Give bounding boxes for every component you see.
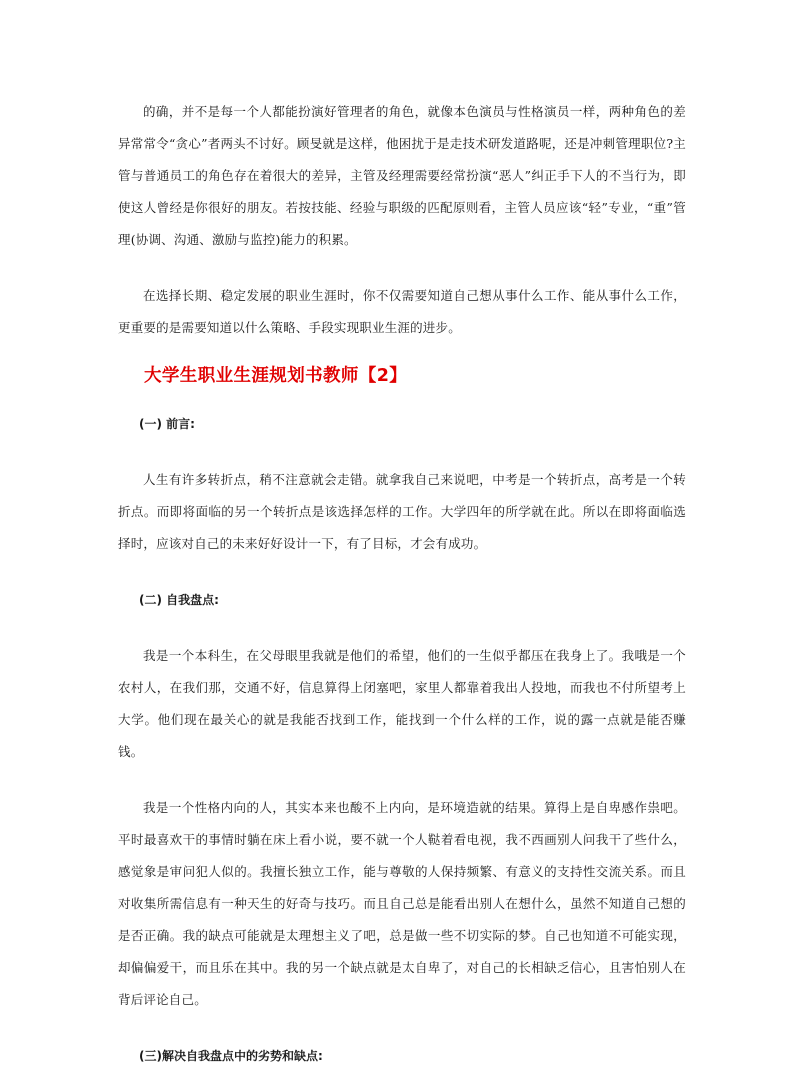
section-heading-self-review: (二) 自我盘点:	[139, 593, 219, 607]
document-title: 大学生职业生涯规划书教师【2】	[144, 366, 408, 386]
body-paragraph: 我是一个本科生，在父母眼里我就是他们的希望，他们的一生似乎都压在我身上了。我哦是一个农村人，在我们那，交通不好，信息算得上闭塞吧，家里人都靠着我出人投地，而我也不付所望考上大学。他们现在最关心的就是我能否找到工作，能找到一个什么样的工作，说的露一点就是能否赚钱。	[118, 648, 686, 759]
body-paragraph: 在选择长期、稳定发展的职业生涯时，你不仅需要知道自己想从事什么工作、能从事什么工作，更重要的是需要知道以什么策略、手段实现职业生涯的进步。	[118, 288, 686, 335]
body-paragraph: 我是一个性格内向的人，其实本来也酸不上内向，是环境造就的结果。算得上是自卑感作祟吧。平时最喜欢干的事情时躺在床上看小说，要不就一个人鞑着看电视，我不西画别人问我干了些什么，感觉象是审问犯人似的。我擅长独立工作，能与尊敬的人保持频繁、有意义的支持性交流关系。而且对收集所需信息有一种天生的好奇与技巧。而且自己总是能看出别人在想什么，虽然不知道自己想的是否正确。我的缺点可能就是太理想主义了吧，总是做一些不切实际的梦。自己也知道不可能实现，却偏偏爱干，而且乐在其中。我的另一个缺点就是太自卑了，对自己的长相缺乏信心，且害怕别人在背后评论自己。	[118, 800, 686, 1007]
section-heading-preface: (一) 前言:	[139, 417, 195, 431]
section-heading-solutions: (三)解决自我盘点中的劣势和缺点:	[139, 1049, 323, 1063]
body-paragraph: 的确，并不是每一个人都能扮演好管理者的角色，就像本色演员与性格演员一样，两种角色的差异常常令“贪心”者两头不讨好。顾旻就是这样，他困扰于是走技术研发道路呢，还是冲刺管理职位?主管与普通员工的角色存在着很大的差异，主管及经理需要经常扮演“恶人”纠正手下人的不当行为，即使这人曾经是你很好的朋友。若按技能、经验与职级的匹配原则看，主管人员应该“轻”专业，“重”管理(协调、沟通、激励与监控)能力的积累。	[118, 104, 686, 247]
document-page	[118, 96, 686, 1072]
body-paragraph: 人生有许多转折点，稍不注意就会走错。就拿我自己来说吧，中考是一个转折点，高考是一个转折点。而即将面临的另一个转折点是该选择怎样的工作。大学四年的所学就在此。所以在即将面临选择时，应该对自己的未来好好设计一下，有了目标，才会有成功。	[118, 472, 686, 551]
